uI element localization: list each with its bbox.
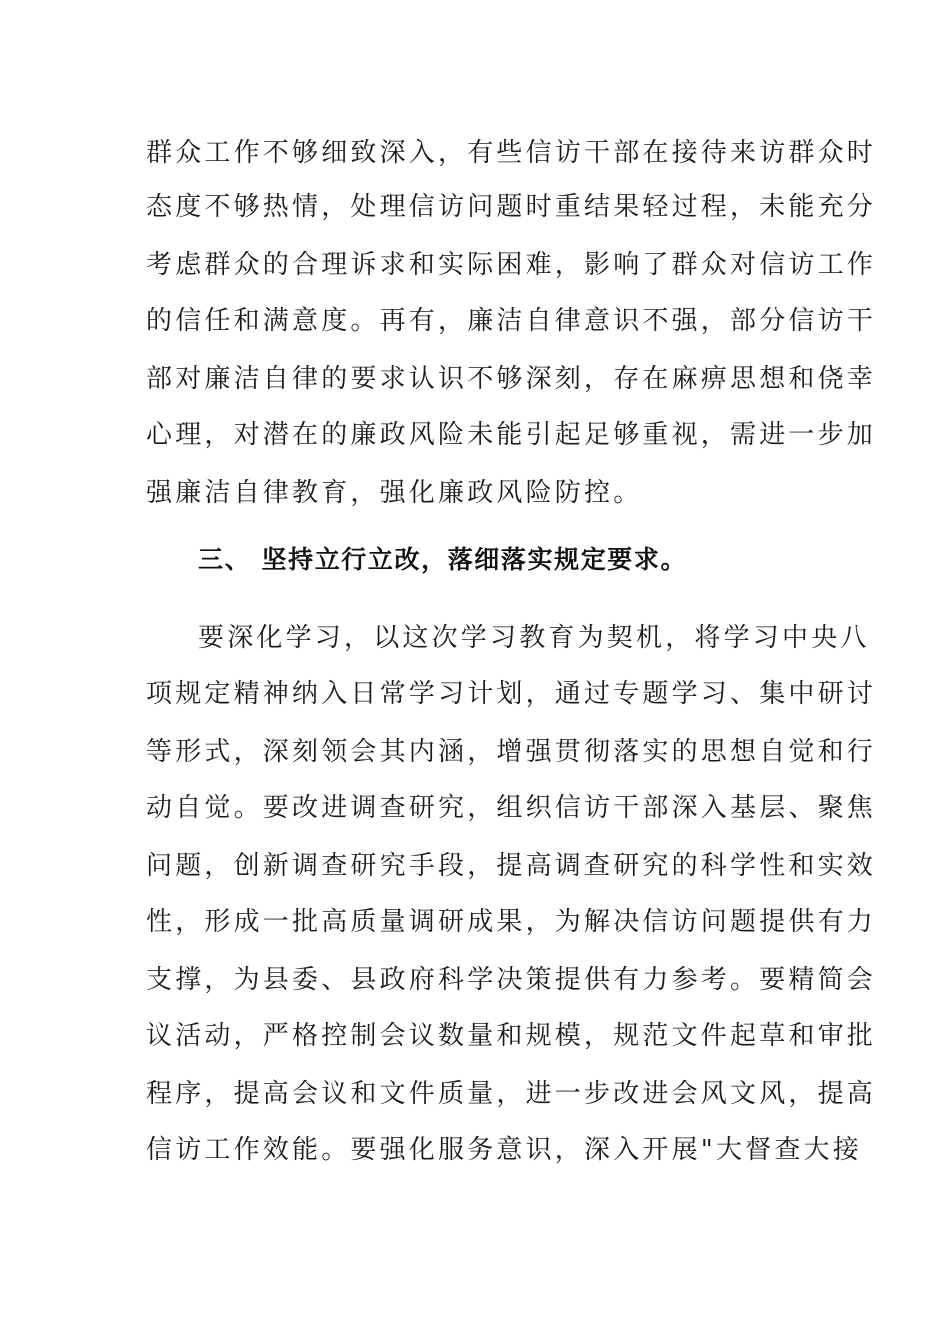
paragraph-line: 支撑，为县委、县政府科学决策提供有力参考。要精简会 (146, 965, 877, 995)
paragraph-line: 项规定精神纳入日常学习计划，通过专题学习、集中研讨 (146, 679, 877, 709)
paragraph-line: 强廉洁自律教育，强化廉政风险防控。 (146, 478, 643, 508)
paragraph-line: 态度不够热情，处理信访问题时重结果轻过程，未能充分 (146, 192, 877, 222)
section-heading: 三、 坚持立行立改，落细落实规定要求。 (198, 545, 688, 574)
paragraph-line: 部对廉洁自律的要求认识不够深刻，存在麻痹思想和侥幸 (146, 364, 877, 394)
paragraph-line: 程序，提高会议和文件质量，进一步改进会风文风，提高 (146, 1079, 877, 1109)
paragraph-line: 等形式，深刻领会其内涵，增强贯彻落实的思想自觉和行 (146, 737, 877, 767)
paragraph-line: 群众工作不够细致深入，有些信访干部在接待来访群众时 (146, 138, 877, 168)
paragraph-line: 心理，对潜在的廉政风险未能引起足够重视，需进一步加 (146, 420, 877, 450)
paragraph-line: 性，形成一批高质量调研成果，为解决信访问题提供有力 (146, 907, 877, 937)
paragraph-line: 动自觉。要改进调查研究，组织信访干部深入基层、聚焦 (146, 793, 877, 823)
paragraph-line: 信访工作效能。要强化服务意识，深入开展"大督查大接 (146, 1135, 862, 1165)
paragraph-line: 要深化学习，以这次学习教育为契机，将学习中央八 (198, 623, 870, 653)
paragraph-line: 的信任和满意度。再有，廉洁自律意识不强，部分信访干 (146, 306, 877, 336)
paragraph-line: 考虑群众的合理诉求和实际困难，影响了群众对信访工作 (146, 250, 877, 280)
paragraph-line: 议活动，严格控制会议数量和规模，规范文件起草和审批 (146, 1021, 877, 1051)
paragraph-line: 问题，创新调查研究手段，提高调查研究的科学性和实效 (146, 851, 877, 881)
